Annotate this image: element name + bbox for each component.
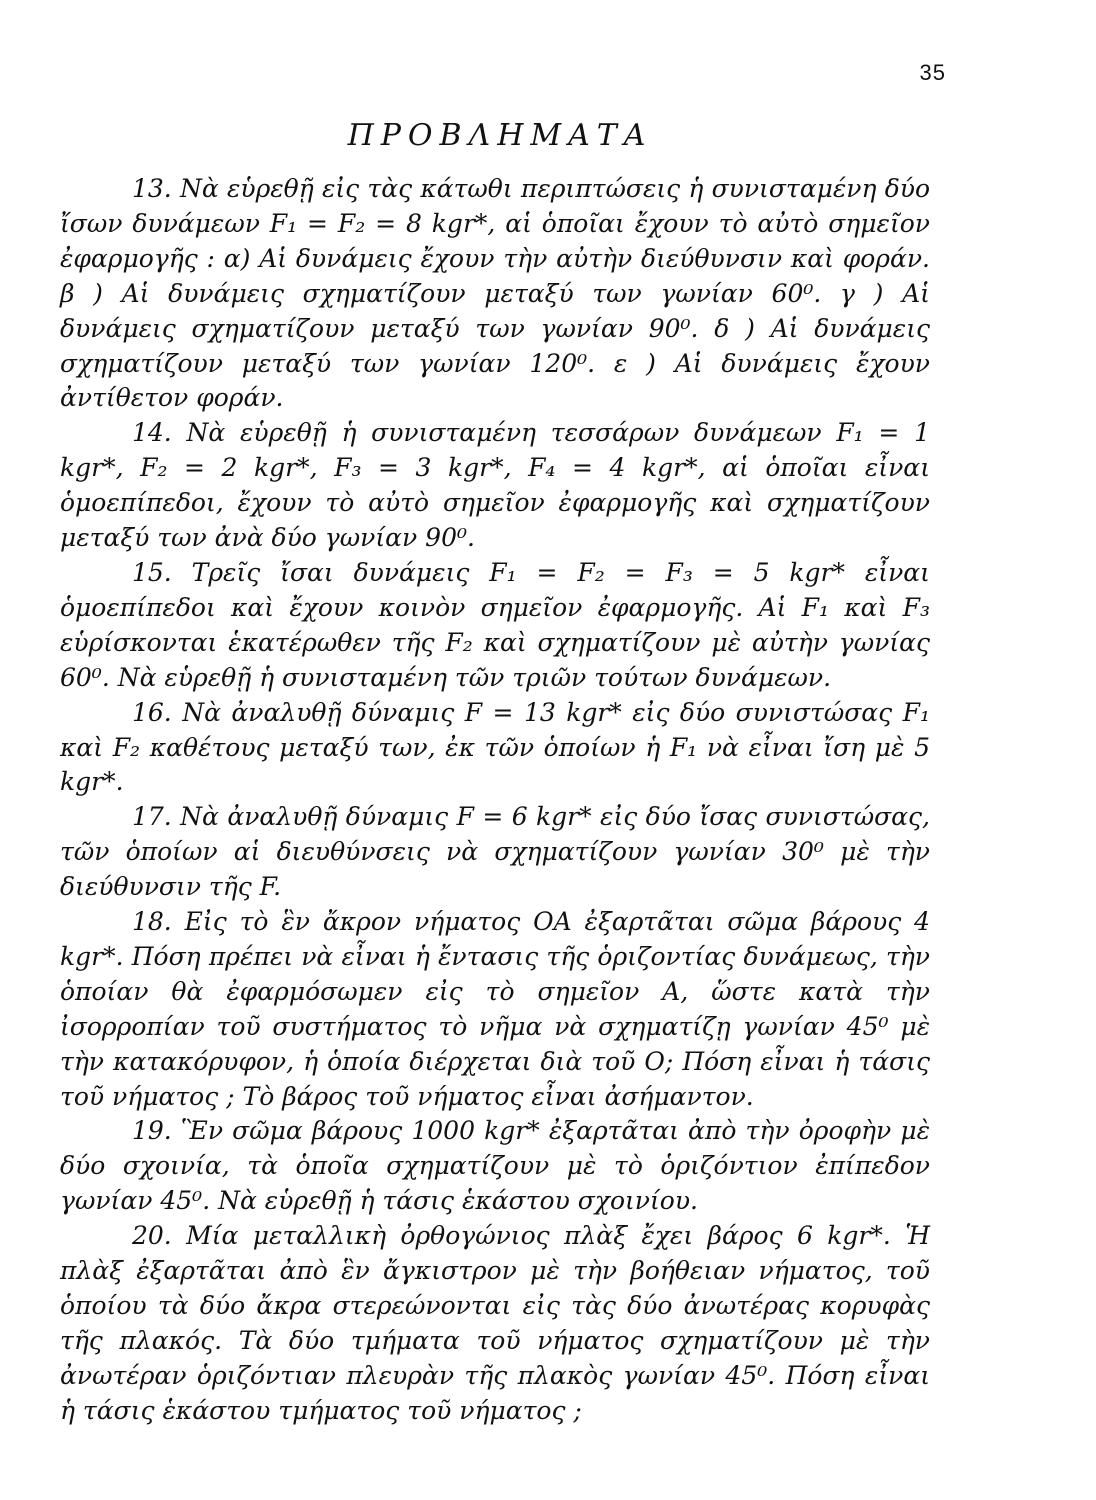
problem-20: 20. Μία μεταλλικὴ ὀρθογώνιος πλὰξ ἔχει βάρος 6 kgr*. Ἡ πλὰξ ἐξαρτᾶται ἀπὸ ἓν ἄγκιστρον μὲ τὴν βοήθειαν νήματος, τοῦ ὁποίου τὰ δύο ἄκρα στερεώνονται εἰς τὰς δύο ἀνωτέρας κορυφὰς τῆς πλακός. Τὰ δύο τμήματα τοῦ νήματος σχηματίζουν μὲ τὴν ἀνωτέραν ὁριζόντιαν πλευρὰν τῆς πλακὸς γωνίαν 45⁰. Πόση εἶναι ἡ τάσις ἑκάστου τμήματος τοῦ νήματος ; bbox=[60, 1221, 930, 1425]
problems-list bbox=[60, 172, 930, 1429]
problem-17: 17. Νὰ ἀναλυθῇ δύναμις F = 6 kgr* εἰς δύο ἴσας συνιστώσας, τῶν ὁποίων αἱ διευθύνσεις νὰ σχηματίζουν γωνίαν 30⁰ μὲ τὴν διεύθυνσιν τῆς F. bbox=[60, 802, 930, 902]
problem-15: 15. Τρεῖς ἴσαι δυνάμεις F₁ = F₂ = F₃ = 5 kgr* εἶναι ὁμοεπίπεδοι καὶ ἔχουν κοινὸν σημεῖον ἐφαρμογῆς. Αἱ F₁ καὶ F₃ εὑρίσκονται ἑκατέρωθεν τῆς F₂ καὶ σχηματίζουν μὲ αὐτὴν γωνίας 60⁰. Νὰ εὑρεθῇ ἡ συνισταμένη τῶν τριῶν τούτων δυνάμεων. bbox=[60, 557, 930, 692]
problem-19: 19. Ἓν σῶμα βάρους 1000 kgr* ἐξαρτᾶται ἀπὸ τὴν ὀροφὴν μὲ δύο σχοινία, τὰ ὁποῖα σχηματίζουν μὲ τὸ ὁριζόντιον ἐπίπεδον γωνίαν 45⁰. Νὰ εὑρεθῇ ἡ τάσις ἑκάστου σχοινίου. bbox=[60, 1116, 930, 1216]
section-heading: ΠΡΟΒΛΗΜΑΤΑ bbox=[347, 118, 653, 153]
problem-16: 16. Νὰ ἀναλυθῇ δύναμις F = 13 kgr* εἰς δύο συνιστώσας F₁ καὶ F₂ καθέτους μεταξύ των, ἐκ τῶν ὁποίων ἡ F₁ νὰ εἶναι ἴση μὲ 5 kgr*. bbox=[60, 697, 930, 797]
page-number: 35 bbox=[919, 60, 946, 85]
problem-14: 14. Νὰ εὑρεθῇ ἡ συνισταμένη τεσσάρων δυνάμεων F₁ = 1 kgr*, F₂ = 2 kgr*, F₃ = 3 kgr*, F₄ = 4 kgr*, αἱ ὁποῖαι εἶναι ὁμοεπίπεδοι, ἔχουν τὸ αὐτὸ σημεῖον ἐφαρμογῆς καὶ σχηματίζουν μεταξύ των ἀνὰ δύο γωνίαν 90⁰. bbox=[60, 418, 930, 553]
problem-13: 13. Νὰ εὑρεθῇ εἰς τὰς κάτωθι περιπτώσεις ἡ συνισταμένη δύο ἴσων δυνάμεων F₁ = F₂ = 8 kgr*, αἱ ὁποῖαι ἔχουν τὸ αὐτὸ σημεῖον ἐφαρμογῆς : α) Αἱ δυνάμεις ἔχουν τὴν αὐτὴν διεύθυνσιν καὶ φοράν. β ) Αἱ δυνάμεις σχηματίζουν μεταξύ των γωνίαν 60⁰. γ ) Αἱ δυνάμεις σχηματίζουν μεταξύ των γωνίαν 90⁰. δ ) Αἱ δυνάμεις σχηματίζουν μεταξύ των γωνίαν 120⁰. ε ) Αἱ δυνάμεις ἔχουν ἀντίθετον φοράν. bbox=[60, 174, 930, 413]
problem-18: 18. Εἰς τὸ ἓν ἄκρον νήματος ΟΑ ἐξαρτᾶται σῶμα βάρους 4 kgr*. Πόση πρέπει νὰ εἶναι ἡ ἔντασις τῆς ὁριζοντίας δυνάμεως, τὴν ὁποίαν θὰ ἐφαρμόσωμεν εἰς τὸ σημεῖον Α, ὥστε κατὰ τὴν ἰσορροπίαν τοῦ συστήματος τὸ νῆμα νὰ σχηματίζῃ γωνίαν 45⁰ μὲ τὴν κατακόρυφον, ἡ ὁποία διέρχεται διὰ τοῦ Ο; Πόση εἶναι ἡ τάσις τοῦ νήματος ; Τὸ βάρος τοῦ νήματος εἶναι ἀσήμαντον. bbox=[60, 907, 930, 1111]
